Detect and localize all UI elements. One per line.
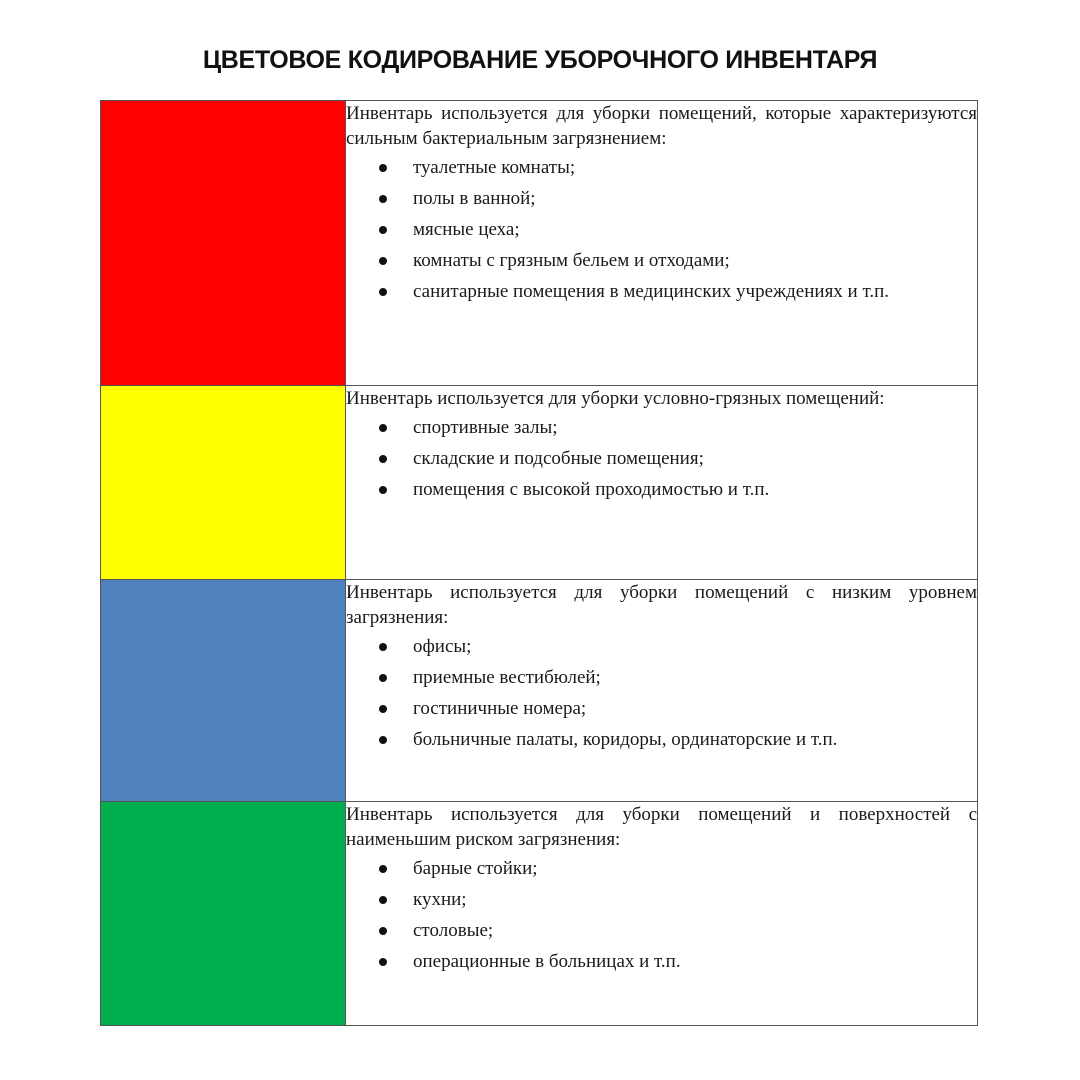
list-item-text: барные стойки; <box>413 858 538 879</box>
list-item-text: операционные в больницах и т.п. <box>413 951 681 972</box>
color-swatch <box>101 580 346 802</box>
bullet-icon <box>379 164 387 172</box>
color-code-row <box>101 386 978 580</box>
color-code-row <box>101 802 978 1026</box>
room-list <box>346 856 977 974</box>
list-item <box>346 186 977 211</box>
list-item-text: санитарные помещения в медицинских учреждениях и т.п. <box>413 281 890 302</box>
bullet-icon <box>379 643 387 651</box>
page-title: ЦВЕТОВОЕ КОДИРОВАНИЕ УБОРОЧНОГО ИНВЕНТАРЯ <box>202 46 878 74</box>
list-item <box>346 856 977 881</box>
list-item-text: полы в ванной; <box>413 188 536 209</box>
list-item-text: больничные палаты, коридоры, ординаторские и т.п. <box>413 729 838 750</box>
bullet-icon <box>379 705 387 713</box>
list-item-text: складские и подсобные помещения; <box>413 448 704 469</box>
color-swatch <box>101 101 346 386</box>
description-intro: Инвентарь используется для уборки условно-грязных помещений: <box>346 388 885 409</box>
color-code-row <box>101 101 978 386</box>
list-item <box>346 248 977 273</box>
bullet-icon <box>379 486 387 494</box>
list-item <box>346 446 977 471</box>
list-item <box>346 477 977 502</box>
room-list <box>346 415 977 502</box>
list-item-text: мясные цеха; <box>413 219 520 240</box>
list-item <box>346 665 977 690</box>
list-item-text: офисы; <box>413 636 472 657</box>
list-item-text: спортивные залы; <box>413 417 558 438</box>
bullet-icon <box>379 674 387 682</box>
list-item <box>346 217 977 242</box>
list-item <box>346 415 977 440</box>
bullet-icon <box>379 896 387 904</box>
bullet-icon <box>379 736 387 744</box>
bullet-icon <box>379 288 387 296</box>
color-swatch <box>101 802 346 1026</box>
list-item <box>346 155 977 180</box>
list-item <box>346 696 977 721</box>
color-description <box>346 101 978 386</box>
bullet-icon <box>379 927 387 935</box>
list-item-text: гостиничные номера; <box>413 698 587 719</box>
bullet-icon <box>379 257 387 265</box>
list-item <box>346 949 977 974</box>
list-item <box>346 887 977 912</box>
bullet-icon <box>379 865 387 873</box>
color-swatch <box>101 386 346 580</box>
bullet-icon <box>379 424 387 432</box>
list-item <box>346 918 977 943</box>
list-item-text: комнаты с грязным бельем и отходами; <box>413 250 730 271</box>
room-list <box>346 155 977 304</box>
list-item <box>346 727 977 752</box>
list-item-text: кухни; <box>413 889 467 910</box>
color-description <box>346 386 978 580</box>
room-list <box>346 634 977 752</box>
color-code-row <box>101 580 978 802</box>
list-item-text: помещения с высокой проходимостью и т.п. <box>413 479 770 500</box>
color-description <box>346 580 978 802</box>
description-intro: Инвентарь используется для уборки помещений с низким уровнем загрязнения: <box>346 582 977 628</box>
bullet-icon <box>379 195 387 203</box>
bullet-icon <box>379 958 387 966</box>
list-item-text: приемные вестибюлей; <box>413 667 601 688</box>
description-intro: Инвентарь используется для уборки помещений и поверхностей с наименьшим риском загрязнения: <box>346 804 977 850</box>
color-code-table <box>100 100 978 1026</box>
description-intro: Инвентарь используется для уборки помещений, которые характеризуются сильным бактериальным загрязнением: <box>346 103 977 149</box>
list-item <box>346 279 977 304</box>
list-item-text: столовые; <box>413 920 494 941</box>
bullet-icon <box>379 226 387 234</box>
color-description <box>346 802 978 1026</box>
bullet-icon <box>379 455 387 463</box>
list-item-text: туалетные комнаты; <box>413 157 576 178</box>
list-item <box>346 634 977 659</box>
